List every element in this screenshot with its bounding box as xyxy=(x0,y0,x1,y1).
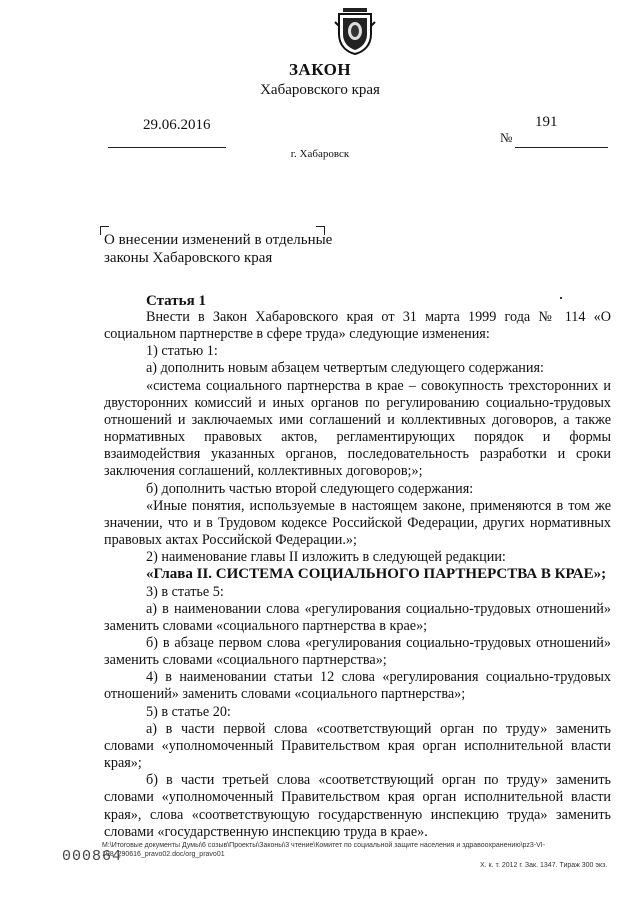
article-paragraph: б) дополнить частью второй следующего содержания: xyxy=(146,480,474,497)
article-body xyxy=(104,309,611,841)
scan-speck xyxy=(560,297,562,299)
article-paragraph: б) в абзаце первом слова «регулирования социально-трудовых отношений» заменить словами «социального партнерства»; xyxy=(104,634,611,669)
coat-of-arms-icon xyxy=(329,6,381,56)
article-paragraph: 4) в наименовании статьи 12 слова «регулирования социально-трудовых отношений» заменить словами «социального партнерства»; xyxy=(104,669,611,703)
document-number: 191 xyxy=(535,114,558,130)
article-paragraph: 5) в статье 20: xyxy=(146,703,231,720)
article-paragraph: 1) статью 1: xyxy=(146,343,218,360)
article-paragraph: а) в части первой слова «соответствующий орган по труду» заменить словами «уполномоченный Правительством края орган исполнительной власти края»; xyxy=(104,720,611,772)
article-paragraph: 3) в статье 5: xyxy=(146,583,224,600)
article-paragraph: а) в наименовании слова «регулирования социально-трудовых отношений» заменить словами «социального партнерства в крае»; xyxy=(104,600,611,634)
article-title: Статья 1 xyxy=(146,293,206,309)
article-paragraph: а) дополнить новым абзацем четвертым следующего содержания: xyxy=(146,360,544,377)
footer-stamp-number: 000864 xyxy=(62,848,123,865)
document-subject: О внесении изменений в отдельные законы Хабаровского края xyxy=(104,232,333,266)
document-city: г. Хабаровск xyxy=(290,148,350,160)
article-paragraph: б) в части третьей слова «соответствующий орган по труду» заменить словами «уполномоченный Правительством края орган исполнительной власти края», слова «соответствующую государственную инспекцию труда» заменить словами «государственную инспекцию труда в крае». xyxy=(104,772,611,840)
document-region: Хабаровского края xyxy=(260,82,380,98)
article-paragraph: 2) наименование главы II изложить в следующей редакции: xyxy=(146,549,506,566)
article-paragraph: «система социального партнерства в крае – совокупность трехсторонних и двусторонних комиссий и иных органов по регулированию социально-трудовых отношений и заключаемых ими соглашений и коллективных договоров, а также нормативных правовых актов, регламентирующих порядок и формы взаимодействия указанных органов, последовательность разработки и сроки заключения соглашений, коллективных договоров;»; xyxy=(104,377,611,480)
footer-file-path: М:\Итоговые документы Думы\6 созыв\Проекты\Законы\3 чтение\Комитет по социальной защите населения и здравоохранению\pz3-VI-198_290616_pravo02.doc/org_pravo01 xyxy=(102,842,546,858)
number-label: № xyxy=(500,130,513,145)
footer-print-info: Х. к. т. 2012 г. Зак. 1347. Тираж 300 экз. xyxy=(480,862,608,869)
document-date: 29.06.2016 xyxy=(143,117,211,133)
document-type-title: ЗАКОН xyxy=(288,60,352,79)
article-paragraph: Внести в Закон Хабаровского края от 31 марта 1999 года № 114 «О социальном партнерстве в сфере труда» следующие изменения: xyxy=(104,309,611,343)
article-paragraph: «Иные понятия, используемые в настоящем законе, применяются в том же значении, что и в Трудовом кодексе Российской Федерации, других нормативных правовых актах Российской Федерации.»; xyxy=(104,497,611,549)
chapter-heading: «Глава II. СИСТЕМА СОЦИАЛЬНОГО ПАРТНЕРСТВА В КРАЕ»; xyxy=(146,566,607,583)
